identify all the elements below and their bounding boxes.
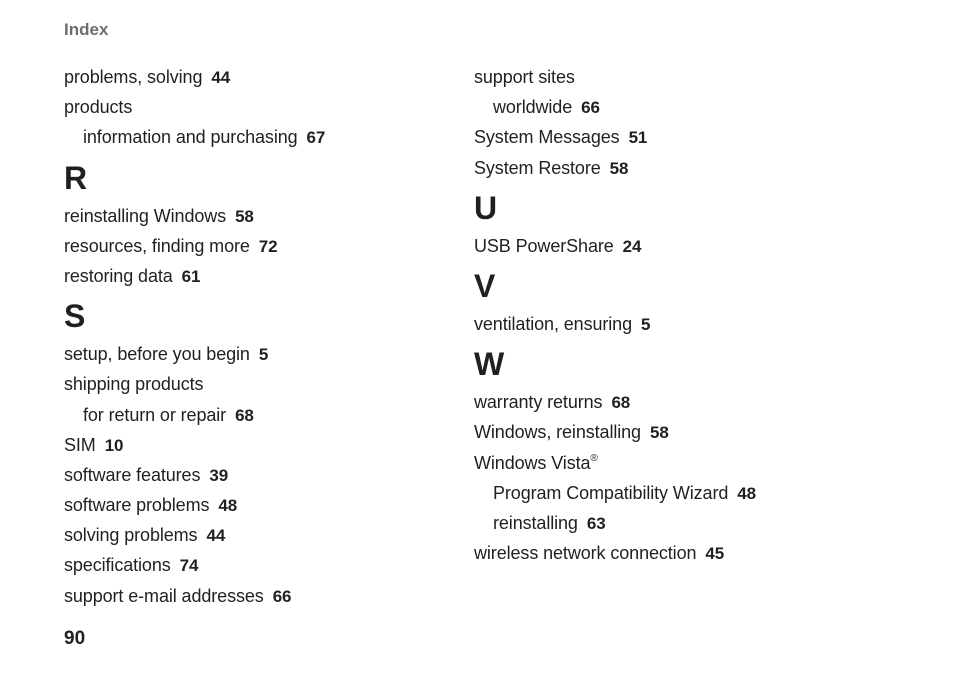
index-subentry <box>474 478 756 508</box>
section-letter-r: R <box>64 159 88 196</box>
entry-page-number: 10 <box>104 435 124 455</box>
entry-page-number: 67 <box>306 128 326 148</box>
index-entry <box>64 581 325 611</box>
entry-term: shipping products <box>64 374 204 395</box>
index-entry <box>64 62 325 92</box>
section-letter-s: S <box>64 298 86 335</box>
index-entry <box>474 122 756 152</box>
entry-page-number: 63 <box>586 513 606 533</box>
entry-term: SIM <box>64 434 96 455</box>
entry-page-number: 44 <box>211 68 231 87</box>
index-entry <box>474 153 756 183</box>
section-letter-u: U <box>474 189 498 226</box>
index-entry <box>64 369 325 399</box>
entry-page-number: 44 <box>206 526 226 546</box>
entry-term: System Restore <box>474 157 601 178</box>
index-entry <box>474 538 756 568</box>
entry-term: USB PowerShare <box>474 235 614 256</box>
entry-term: reinstalling <box>493 512 578 533</box>
entry-term: information and purchasing <box>83 127 298 148</box>
index-entry <box>64 460 325 490</box>
entry-term: ventilation, ensuring <box>474 313 633 334</box>
index-subentry <box>64 400 325 430</box>
entry-term: support sites <box>474 67 575 87</box>
entry-term: worldwide <box>493 97 573 118</box>
index-column-left <box>64 62 325 611</box>
index-entry <box>474 231 756 261</box>
index-entry <box>64 261 325 291</box>
registered-mark: ® <box>590 452 598 464</box>
entry-term: products <box>64 97 133 118</box>
index-column-right <box>474 62 756 568</box>
entry-page-number: 58 <box>609 158 629 178</box>
index-entry <box>64 231 325 261</box>
entry-term: support e-mail addresses <box>64 585 264 606</box>
entry-term: reinstalling Windows <box>64 205 227 226</box>
entry-page-number: 48 <box>737 483 756 503</box>
entry-page-number: 74 <box>179 556 199 576</box>
section-letter-v: V <box>474 267 496 304</box>
entry-term: wireless network connection <box>474 543 697 564</box>
index-entry <box>474 309 756 339</box>
entry-term: Program Compatibility Wizard <box>493 482 729 503</box>
entry-page-number: 24 <box>622 236 642 256</box>
entry-term: problems, solving <box>64 67 203 87</box>
entry-term: solving problems <box>64 525 198 546</box>
entry-page-number: 58 <box>649 423 669 443</box>
entry-page-number: 5 <box>258 345 269 365</box>
entry-page-number: 45 <box>705 544 725 564</box>
entry-term: System Messages <box>474 127 620 148</box>
index-entry <box>474 62 756 92</box>
entry-page-number: 61 <box>181 266 201 286</box>
index-subentry <box>474 92 756 122</box>
index-entry <box>474 448 756 478</box>
entry-page-number: 72 <box>258 236 278 256</box>
section-letter-w: W <box>474 346 505 383</box>
index-entry <box>474 387 756 417</box>
entry-page-number: 51 <box>628 128 648 148</box>
entry-term: Windows Vista <box>474 452 591 473</box>
entry-term: warranty returns <box>474 392 603 413</box>
entry-term: software problems <box>64 495 210 516</box>
running-header: Index <box>64 20 109 39</box>
index-entry <box>64 339 325 369</box>
index-entry <box>64 430 325 460</box>
entry-page-number: 5 <box>641 314 651 334</box>
entry-page-number: 48 <box>218 496 238 516</box>
entry-page-number: 68 <box>235 405 254 425</box>
entry-term: specifications <box>64 555 171 576</box>
entry-term: software features <box>64 464 201 485</box>
index-entry <box>64 92 325 122</box>
entry-term: resources, finding more <box>64 235 250 256</box>
index-entry <box>474 417 756 447</box>
entry-page-number: 58 <box>235 206 254 226</box>
index-entry <box>64 201 325 231</box>
entry-term: setup, before you begin <box>64 344 250 365</box>
entry-term: Windows, reinstalling <box>474 422 641 443</box>
entry-term: restoring data <box>64 265 173 286</box>
index-entry <box>64 520 325 550</box>
index-entry <box>64 550 325 580</box>
page-number: 90 <box>64 628 86 649</box>
index-subentry <box>474 508 756 538</box>
entry-page-number: 66 <box>272 586 292 606</box>
entry-page-number: 68 <box>611 393 631 413</box>
entry-page-number: 66 <box>581 98 600 118</box>
entry-term: for return or repair <box>83 404 227 425</box>
index-entry <box>64 490 325 520</box>
index-subentry <box>64 122 325 152</box>
entry-page-number: 39 <box>209 465 229 485</box>
